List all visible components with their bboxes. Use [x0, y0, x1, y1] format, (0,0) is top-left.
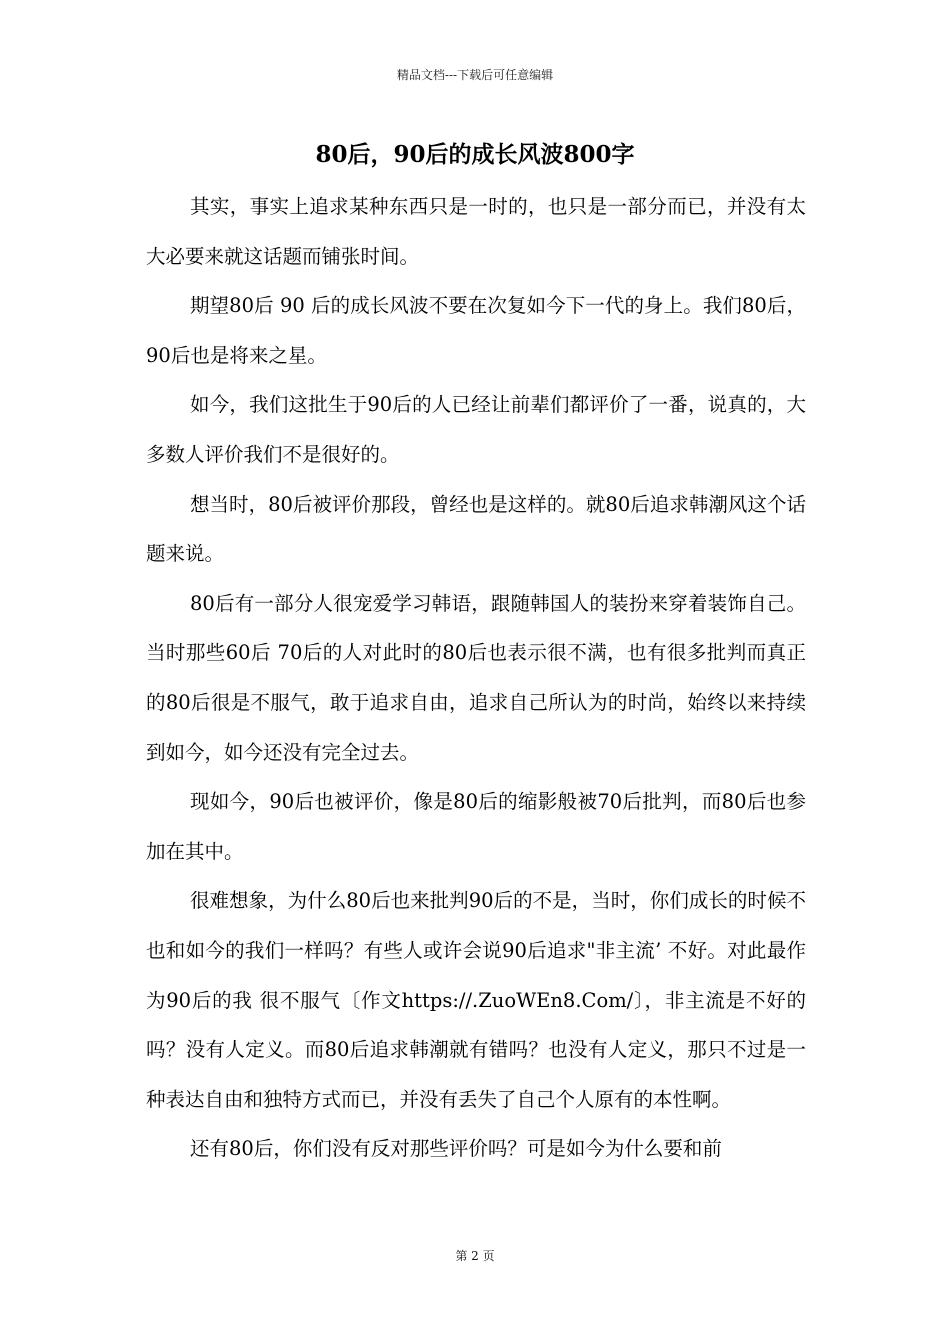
paragraph-8: 还有80后，你们没有反对那些评价吗？可是如今为什么要和前 [190, 1137, 722, 1161]
paragraph-6: 现如今，90后也被评价，像是80后的缩影般被70后批判，而80后也参加在其中。 [146, 790, 806, 863]
page-number: 第 2 页 [455, 1249, 495, 1263]
document-body [146, 182, 806, 1174]
header-note: 精品文档---下载后可任意编辑 [396, 68, 554, 82]
document-title: 80后，90后的成长风波800字 [315, 141, 635, 168]
paragraph-3: 如今，我们这批生于90后的人已经让前辈们都评价了一番，说真的，大多数人评价我们不是很好的。 [146, 393, 806, 466]
paragraph-7: 很难想象，为什么80后也来批判90后的不是，当时，你们成长的时候不也和如今的我们一样吗？有些人或许会说90后追求"非主流’ 不好。对此最作为90后的我 很不服气〔作文https://.ZuoWEn8.Com/〕，非主流是不好的吗？没有人定义。而80后追求韩潮就有错吗？也没有人定义，那只不过是一种表达自由和独特方式而已，并没有丢失了自己个人原有的本性啊。 [146, 889, 806, 1111]
paragraph-4: 想当时，80后被评价那段，曾经也是这样的。就80后追求韩潮风这个话题来说。 [146, 492, 806, 566]
paragraph-5: 80后有一部分人很宠爱学习韩语，跟随韩国人的装扮来穿着装饰自己。当时那些60后 70后的人对此时的80后也表示很不满，也有很多批判而真正的80后很是不服气，敢于追求自由，追求自己所认为的时尚，始终以来持续到如今，如今还没有完全过去。 [146, 591, 806, 764]
paragraph-1: 其实，事实上追求某种东西只是一时的，也只是一部分而已，并没有太大必要来就这话题而铺张时间。 [146, 195, 806, 268]
paragraph-2: 期望80后 90 后的成长风波不要在次复如今下一代的身上。我们80后，90后也是将来之星。 [146, 294, 806, 367]
